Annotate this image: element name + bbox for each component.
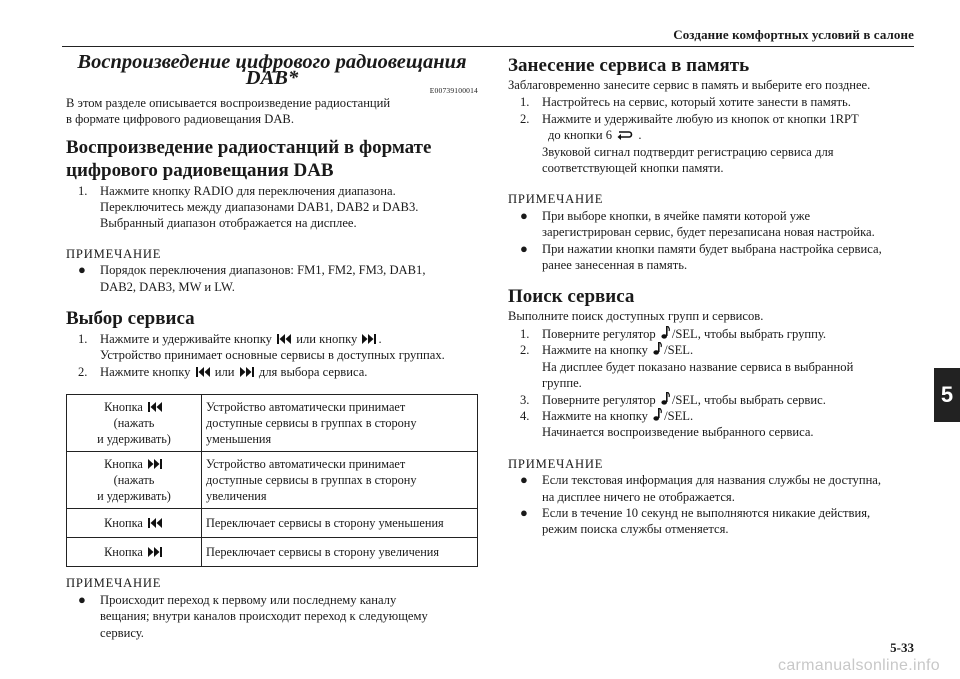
step-number: 4. bbox=[520, 408, 530, 423]
note-line: вещания; внутри каналов происходит переход к следующему bbox=[100, 609, 428, 624]
next-track-icon bbox=[240, 367, 254, 377]
intro-line-2: в формате цифрового радиовещания DAB. bbox=[66, 112, 294, 127]
list-item bbox=[508, 111, 920, 177]
desc-line: доступные сервисы в группах в сторону bbox=[206, 473, 417, 488]
section-intro: Заблаговременно занесите сервис в память и выберите его позднее. bbox=[508, 78, 871, 92]
button-label: Кнопка bbox=[104, 400, 143, 415]
bullet-icon: ● bbox=[78, 262, 86, 278]
table-row bbox=[67, 452, 478, 509]
doc-code: E00739100014 bbox=[429, 85, 478, 95]
step-text bbox=[542, 342, 920, 391]
step-text bbox=[542, 392, 920, 408]
step-text bbox=[100, 331, 478, 364]
text-span: для выбора сервиса. bbox=[258, 364, 368, 379]
button-label: Кнопка bbox=[104, 516, 143, 531]
step-line bbox=[542, 127, 920, 143]
text-span: или bbox=[214, 364, 235, 379]
step-text bbox=[542, 111, 920, 177]
music-note-icon bbox=[661, 326, 670, 339]
note-text bbox=[542, 472, 920, 505]
step-line: Начинается воспроизведение выбранного сервиса. bbox=[542, 425, 814, 440]
step-number: 2. bbox=[78, 364, 88, 379]
section-heading-search-service: Поиск сервиса bbox=[508, 286, 635, 308]
note-bullet bbox=[66, 262, 478, 295]
note-title: ПРИМЕЧАНИЕ bbox=[508, 456, 604, 471]
bullet-icon: ● bbox=[78, 591, 86, 607]
note-text bbox=[542, 241, 920, 274]
step-number: 1. bbox=[520, 326, 530, 341]
note-line: Если текстовая информация для названия службы не доступна, bbox=[542, 473, 882, 488]
text-span: Нажмите кнопку bbox=[100, 364, 191, 379]
table-cell-desc: Переключает сервисы в сторону уменьшения bbox=[202, 509, 478, 538]
heading-line-1: Воспроизведение радиостанций в формате bbox=[66, 136, 432, 158]
step-line: На дисплее будет показано название сервиса в выбранной bbox=[542, 359, 854, 374]
text-span: до кнопки 6 bbox=[548, 128, 613, 143]
prev-track-icon bbox=[196, 367, 210, 377]
button-label: Кнопка bbox=[104, 545, 143, 560]
bullet-icon: ● bbox=[520, 207, 528, 223]
steps-list bbox=[66, 183, 478, 232]
note-line: режим поиска службы отменяется. bbox=[542, 522, 729, 537]
page-header-title: Создание комфортных условий в салоне bbox=[673, 27, 914, 42]
list-item bbox=[66, 364, 478, 380]
watermark: carmanualsonline.info bbox=[778, 657, 940, 674]
main-title: Воспроизведение цифрового радиовещания DAB* bbox=[77, 51, 467, 90]
list-item bbox=[508, 94, 920, 110]
text-span: /SEL. bbox=[664, 408, 694, 423]
note-bullet bbox=[508, 208, 920, 241]
bullet-icon: ● bbox=[520, 504, 528, 520]
bullet-icon: ● bbox=[520, 472, 528, 488]
text-span: . bbox=[638, 128, 642, 143]
text-span: . bbox=[378, 332, 382, 347]
list-item bbox=[508, 408, 920, 441]
step-line bbox=[542, 408, 920, 424]
note-title: ПРИМЕЧАНИЕ bbox=[66, 246, 162, 261]
left-column bbox=[66, 52, 478, 641]
intro-line-1: В этом разделе описывается воспроизведение радиостанций bbox=[66, 95, 391, 110]
text-span: или кнопку bbox=[296, 332, 358, 347]
text-span: Нажмите на кнопку bbox=[542, 343, 648, 358]
text-span: /SEL, чтобы выбрать группу. bbox=[671, 326, 827, 341]
table-cell-desc: Переключает сервисы в сторону увеличения bbox=[202, 538, 478, 567]
step-number: 1. bbox=[520, 95, 530, 110]
step-line bbox=[100, 331, 478, 347]
section-intro: Выполните поиск доступных групп и сервисов. bbox=[508, 309, 764, 324]
steps-list bbox=[508, 326, 920, 441]
step-line: Нажмите кнопку RADIO для переключения диапазона. bbox=[100, 183, 396, 198]
section-heading-dab-playback bbox=[66, 136, 478, 182]
section-heading-save-service: Занесение сервиса в память bbox=[508, 55, 750, 76]
prev-track-icon bbox=[148, 402, 162, 412]
list-item bbox=[66, 183, 478, 232]
list-item bbox=[508, 326, 920, 342]
text-span: Поверните регулятор bbox=[542, 326, 656, 341]
note-bullet bbox=[508, 472, 920, 505]
note-title: ПРИМЕЧАНИЕ bbox=[508, 192, 604, 207]
table-row bbox=[67, 395, 478, 452]
note-text bbox=[100, 262, 478, 295]
note-bullet bbox=[66, 592, 478, 641]
note-line: ранее занесенная в память. bbox=[542, 258, 688, 273]
step-number: 1. bbox=[78, 332, 88, 347]
note-line: сервису. bbox=[100, 625, 144, 640]
note-line: При нажатии кнопки памяти будет выбрана настройка сервиса, bbox=[542, 241, 882, 256]
desc-line: доступные сервисы в группах в сторону bbox=[206, 416, 417, 431]
text-span: Нажмите и удерживайте кнопку bbox=[100, 332, 272, 347]
note-line: DAB2, DAB3, MW и LW. bbox=[100, 279, 235, 294]
bullet-icon: ● bbox=[520, 240, 528, 256]
button-function-table bbox=[66, 394, 478, 567]
chapter-tab: 5 bbox=[934, 368, 960, 422]
desc-line: Устройство автоматически принимает bbox=[206, 400, 406, 415]
desc-line: Устройство автоматически принимает bbox=[206, 457, 406, 472]
step-number: 1. bbox=[78, 183, 88, 198]
table-row bbox=[67, 509, 478, 538]
button-sub: и удерживать) bbox=[97, 432, 171, 447]
table-cell-button bbox=[67, 395, 202, 452]
step-number: 2. bbox=[520, 343, 530, 358]
music-note-icon bbox=[653, 342, 662, 355]
table-row bbox=[67, 538, 478, 567]
table-cell-button bbox=[67, 538, 202, 567]
step-number: 2. bbox=[520, 111, 530, 126]
table-cell-button bbox=[67, 509, 202, 538]
heading-line-2: цифрового радиовещания DAB bbox=[66, 159, 334, 181]
desc-line: уменьшения bbox=[206, 432, 272, 447]
step-line: Звуковой сигнал подтвердит регистрацию сервиса для bbox=[542, 144, 834, 159]
right-column bbox=[508, 52, 920, 538]
note-line: на дисплее ничего не отображается. bbox=[542, 489, 735, 504]
button-sub: (нажать bbox=[113, 416, 155, 431]
text-span: Нажмите на кнопку bbox=[542, 408, 648, 423]
note-text bbox=[100, 592, 478, 641]
text-span: Поверните регулятор bbox=[542, 392, 656, 407]
desc-line: увеличения bbox=[206, 489, 267, 504]
note-line: Происходит переход к первому или последнему каналу bbox=[100, 592, 397, 607]
step-line: соответствующей кнопки памяти. bbox=[542, 161, 724, 176]
table-cell-desc bbox=[202, 395, 478, 452]
text-span: /SEL, чтобы выбрать сервис. bbox=[671, 392, 826, 407]
step-line: Выбранный диапазон отображается на дисплее. bbox=[100, 216, 357, 231]
step-line: Устройство принимает основные сервисы в доступных группах. bbox=[100, 348, 445, 363]
note-bullet bbox=[508, 505, 920, 538]
step-line: группе. bbox=[542, 376, 582, 391]
next-track-icon bbox=[148, 547, 162, 557]
step-text: Настройтесь на сервис, который хотите занести в память. bbox=[542, 95, 851, 110]
steps-list bbox=[66, 331, 478, 380]
step-text bbox=[542, 326, 920, 342]
step-line: Нажмите и удерживайте любую из кнопок от кнопки 1RPT bbox=[542, 111, 859, 126]
step-text bbox=[100, 364, 478, 380]
next-track-icon bbox=[148, 459, 162, 469]
text-span: /SEL. bbox=[664, 343, 694, 358]
music-note-icon bbox=[661, 392, 670, 405]
prev-track-icon bbox=[148, 518, 162, 528]
table-cell-button bbox=[67, 452, 202, 509]
header-divider bbox=[62, 46, 914, 47]
list-item bbox=[508, 392, 920, 408]
section-heading-select-service: Выбор сервиса bbox=[66, 308, 195, 330]
note-title: ПРИМЕЧАНИЕ bbox=[66, 576, 162, 591]
step-line bbox=[542, 342, 920, 358]
prev-track-icon bbox=[277, 334, 291, 344]
next-track-icon bbox=[362, 334, 376, 344]
note-line: зарегистрирован сервис, будет перезаписана новая настройка. bbox=[542, 225, 875, 240]
note-line: Порядок переключения диапазонов: FM1, FM2, FM3, DAB1, bbox=[100, 263, 426, 278]
button-label: Кнопка bbox=[104, 457, 143, 472]
note-line: Если в течение 10 секунд не выполняются никакие действия, bbox=[542, 505, 871, 520]
note-bullet bbox=[508, 241, 920, 274]
steps-list bbox=[508, 94, 920, 176]
button-sub: (нажать bbox=[113, 473, 155, 488]
step-text bbox=[542, 408, 920, 441]
page-number: 5-33 bbox=[890, 640, 914, 655]
list-item bbox=[66, 331, 478, 364]
note-text bbox=[542, 505, 920, 538]
note-text bbox=[542, 208, 920, 241]
table-cell-desc bbox=[202, 452, 478, 509]
repeat-icon bbox=[617, 129, 633, 140]
list-item bbox=[508, 342, 920, 391]
step-number: 3. bbox=[520, 392, 530, 407]
step-line: Переключитесь между диапазонами DAB1, DAB2 и DAB3. bbox=[100, 200, 419, 215]
music-note-icon bbox=[653, 408, 662, 421]
step-text bbox=[100, 183, 478, 232]
button-sub: и удерживать) bbox=[97, 489, 171, 504]
note-line: При выборе кнопки, в ячейке памяти которой уже bbox=[542, 208, 811, 223]
